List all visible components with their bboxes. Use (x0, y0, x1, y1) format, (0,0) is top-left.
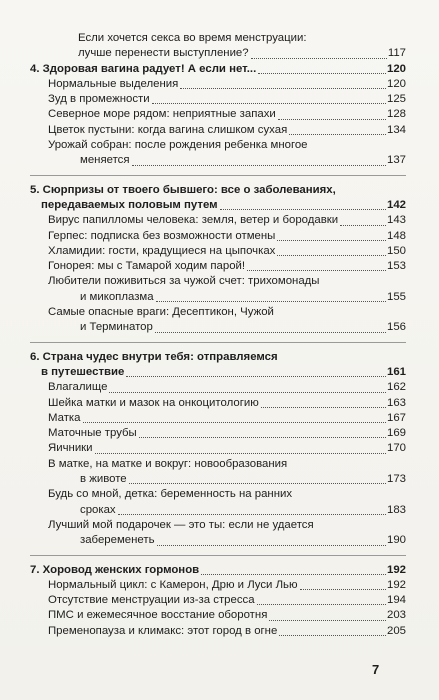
toc-section[interactable] (30, 213, 406, 228)
dot-leader (180, 88, 386, 89)
dot-leader (278, 119, 386, 120)
toc-page-number: 120 (386, 62, 406, 75)
toc-page-number: 192 (386, 578, 406, 591)
toc-entry-title: Самые опасные враги: Десептикон, Чужой (48, 306, 274, 319)
dot-leader (126, 376, 386, 377)
toc-section[interactable] (30, 138, 406, 169)
toc-entry-title: Влагалище (48, 381, 108, 394)
dot-leader (139, 437, 386, 438)
toc-entry-title: забеременеть (80, 534, 155, 547)
toc-entry-title: Нормальный цикл: с Камерон, Дрю и Луси Лью (48, 578, 298, 591)
toc-page-number: 203 (386, 609, 406, 622)
dot-leader (247, 270, 386, 271)
toc-entry-title: Будь со мной, детка: беременность на ранних (48, 488, 293, 501)
toc-section[interactable] (30, 441, 406, 456)
toc-section[interactable] (30, 608, 406, 623)
toc-entry-title: в путешествие (41, 365, 125, 378)
toc-page-number: 173 (386, 473, 406, 486)
dot-leader (257, 604, 386, 605)
toc-page-number: 117 (387, 47, 406, 60)
toc-section[interactable] (30, 380, 406, 395)
toc-entry-title: Лучший мой подарочек — это ты: если не удается (48, 518, 314, 531)
toc-entry-title: Матка (48, 411, 81, 424)
toc-page-number: 205 (386, 624, 406, 637)
dot-leader (279, 635, 386, 636)
toc-chapter[interactable] (30, 62, 406, 77)
table-of-contents (30, 31, 406, 639)
toc-page-number: 169 (386, 427, 406, 440)
toc-page-number: 155 (386, 290, 406, 303)
dot-leader (156, 301, 386, 302)
toc-entry-title: Зуд в промежности (48, 93, 150, 106)
toc-section[interactable] (30, 487, 406, 518)
toc-entry-title: 6. Страна чудес внутри тебя: отправляемся (30, 350, 278, 363)
dot-leader (340, 225, 386, 226)
toc-section[interactable] (30, 244, 406, 259)
dot-leader (201, 574, 386, 575)
toc-page-number: 137 (386, 154, 406, 167)
toc-section[interactable] (30, 31, 406, 62)
toc-page-number: 125 (386, 93, 406, 106)
toc-page-number: 153 (386, 260, 406, 273)
dot-leader (83, 422, 386, 423)
toc-section[interactable] (30, 274, 406, 305)
toc-entry-title: Хламидии: гости, крадущиеся на цыпочках (48, 244, 276, 257)
toc-entry-title: в животе (80, 473, 127, 486)
toc-entry-title: лучше перенести выступление? (78, 47, 249, 60)
dot-leader (155, 332, 386, 333)
dot-leader (109, 392, 386, 393)
toc-section[interactable] (30, 92, 406, 107)
dot-leader (152, 103, 386, 104)
toc-entry-title: сроках (80, 503, 116, 516)
dot-leader (220, 209, 386, 210)
toc-entry-title: 5. Сюрпризы от твоего бывшего: все о заболеваниях, (30, 183, 336, 196)
toc-page-number: 142 (386, 198, 406, 211)
dot-leader (157, 545, 386, 546)
section-divider (30, 342, 406, 343)
toc-section[interactable] (30, 259, 406, 274)
toc-entry-title: меняется (80, 154, 130, 167)
dot-leader (132, 165, 386, 166)
dot-leader (277, 240, 386, 241)
toc-page-number: 156 (386, 321, 406, 334)
dot-leader (300, 589, 386, 590)
dot-leader (95, 453, 386, 454)
toc-entry-title: 7. Хоровод женских гормонов (30, 563, 200, 576)
page-number: 7 (372, 662, 380, 677)
toc-chapter[interactable] (30, 350, 406, 381)
toc-entry-title: Шейка матки и мазок на онкоцитологию (48, 396, 259, 409)
section-divider (30, 175, 406, 176)
toc-entry-title: Яичники (48, 442, 93, 455)
toc-page-number: 162 (386, 381, 406, 394)
toc-section[interactable] (30, 123, 406, 138)
toc-section[interactable] (30, 426, 406, 441)
dot-leader (289, 134, 386, 135)
toc-entry-title: и Терминатор (80, 321, 153, 334)
toc-section[interactable] (30, 305, 406, 336)
toc-entry-title: Пременопауза и климакс: этот город в огне (48, 624, 278, 637)
dot-leader (277, 255, 386, 256)
toc-entry-title: Цветок пустыни: когда вагина слишком сухая (48, 123, 288, 136)
toc-section[interactable] (30, 411, 406, 426)
toc-entry-title: Урожай собран: после рождения ребенка многое (48, 139, 308, 152)
toc-page-number: 120 (386, 77, 406, 90)
toc-page-number: 128 (386, 108, 406, 121)
toc-page-number: 150 (386, 244, 406, 257)
toc-section[interactable] (30, 624, 406, 639)
toc-page-number: 143 (386, 214, 406, 227)
toc-section[interactable] (30, 578, 406, 593)
toc-entry-title: Отсутствие менструации из-за стресса (48, 594, 255, 607)
toc-entry-title: Северное море рядом: неприятные запахи (48, 108, 276, 121)
toc-page-number: 148 (386, 229, 406, 242)
dot-leader (251, 58, 387, 59)
section-divider (30, 555, 406, 556)
toc-entry-title: 4. Здоровая вагина радует! А если нет... (30, 62, 257, 75)
toc-page-number: 194 (386, 594, 406, 607)
toc-entry-title: и микоплазма (80, 290, 154, 303)
toc-section[interactable] (30, 396, 406, 411)
toc-chapter[interactable] (30, 563, 406, 578)
toc-entry-title: В матке, на матке и вокруг: новообразования (48, 457, 288, 470)
toc-page-number: 192 (386, 563, 406, 576)
toc-section[interactable] (30, 593, 406, 608)
dot-leader (129, 483, 386, 484)
dot-leader (258, 73, 386, 74)
dot-leader (118, 514, 386, 515)
toc-entry-title: Гонорея: мы с Тамарой ходим парой! (48, 260, 246, 273)
toc-section[interactable] (30, 518, 406, 549)
toc-page-number: 170 (386, 442, 406, 455)
toc-entry-title: Любители поживиться за чужой счет: трихомонады (48, 275, 320, 288)
toc-entry-title: Вирус папилломы человека: земля, ветер и бородавки (48, 214, 339, 227)
toc-page-number: 190 (386, 534, 406, 547)
toc-entry-title: Герпес: подписка без возможности отмены (48, 229, 276, 242)
toc-entry-title: Если хочется секса во время менструации: (78, 32, 307, 44)
toc-page-number: 161 (386, 365, 406, 378)
toc-entry-title: Нормальные выделения (48, 77, 179, 90)
toc-chapter[interactable] (30, 183, 406, 214)
dot-leader (261, 407, 386, 408)
toc-entry-title: передаваемых половым путем (41, 198, 218, 211)
toc-entry-title: ПМС и ежемесячное восстание оборотня (48, 609, 268, 622)
toc-page-number: 163 (386, 396, 406, 409)
toc-page-number: 183 (386, 503, 406, 516)
toc-section[interactable] (30, 457, 406, 488)
toc-section[interactable] (30, 77, 406, 92)
toc-section[interactable] (30, 229, 406, 244)
dot-leader (269, 620, 386, 621)
toc-page-number: 134 (386, 123, 406, 136)
toc-section[interactable] (30, 107, 406, 122)
toc-page-number: 167 (386, 411, 406, 424)
toc-entry-title: Маточные трубы (48, 427, 137, 440)
